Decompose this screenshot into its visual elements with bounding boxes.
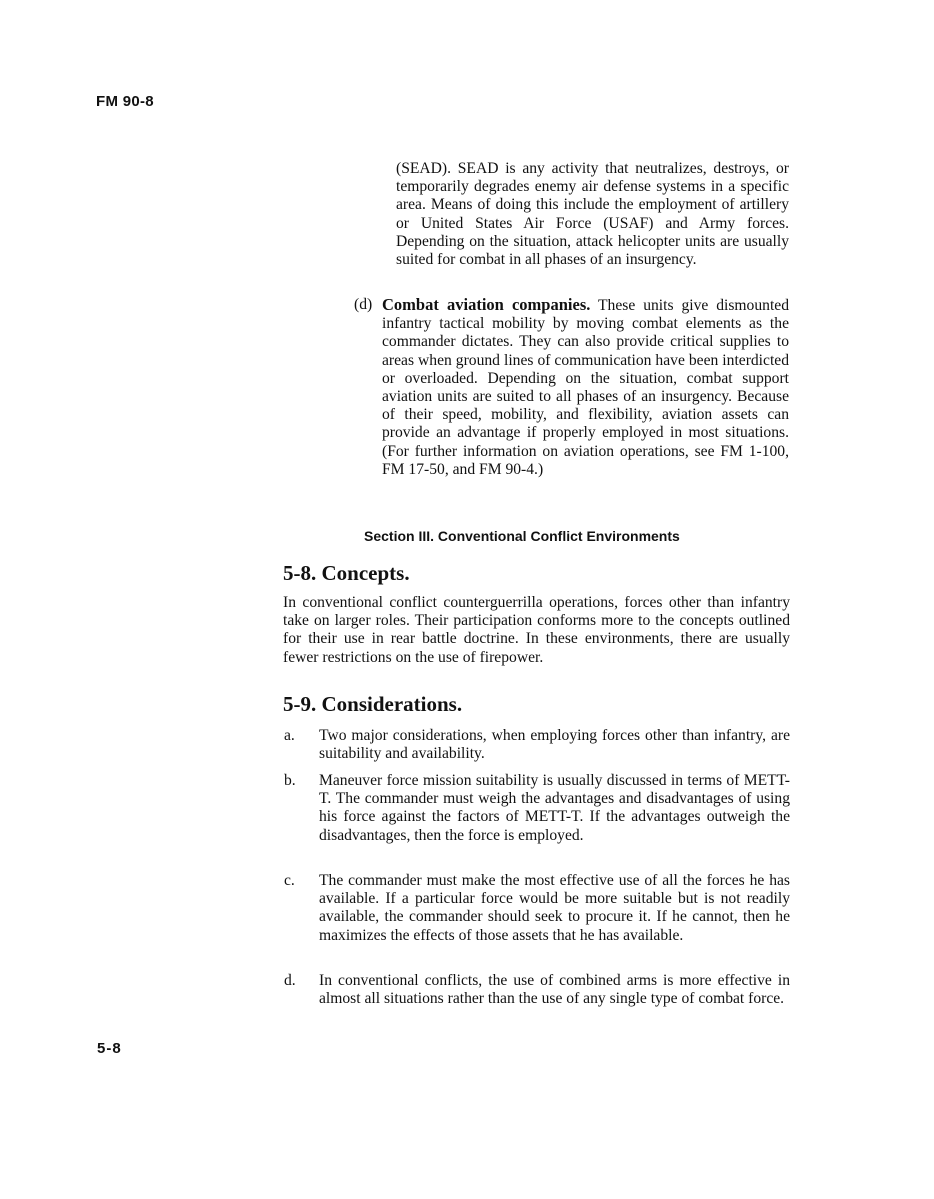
consideration-item <box>284 727 790 763</box>
item-text: Maneuver force mission suitability is usually discussed in terms of METT-T. The commander must weigh the advantages and disadvantages of using his force against the factors of METT-T. If the advantages outweigh the disadvantages, then the force is employed. <box>319 772 790 844</box>
consideration-item <box>284 872 790 945</box>
item-marker: a. <box>284 727 295 744</box>
continued-paragraph: (SEAD). SEAD is any activity that neutralizes, destroys, or temporarily degrades enemy air defense systems in a specific area. Means of doing this include the employment of artillery or United States Air Force (USAF) and Army forces. Depending on the situation, attack helicopter units are usually suited for combat in all phases of an insurgency. <box>396 160 789 269</box>
item-text: In conventional conflicts, the use of combined arms is more effective in almost all situations rather than the use of any single type of combat force. <box>319 972 790 1008</box>
heading-considerations: 5-9. Considerations. <box>283 692 463 716</box>
item-text: Two major considerations, when employing forces other than infantry, are suitability and availability. <box>319 727 790 763</box>
item-title: Combat aviation companies. <box>382 295 591 314</box>
item-marker: b. <box>284 772 296 789</box>
section-title: Section III. Conventional Conflict Environments <box>364 528 680 544</box>
item-text: The commander must make the most effective use of all the forces he has available. If a particular force would be more suitable but is not readily available, the commander should seek to procure it. If he cannot, then he maximizes the effects of those assets that he has available. <box>319 872 790 944</box>
document-code: FM 90-8 <box>96 93 154 110</box>
list-item-d-combat-aviation <box>354 296 789 479</box>
consideration-item <box>284 772 790 845</box>
item-text: These units give dismounted infantry tactical mobility by moving combat elements as the commander dictates. They can also provide critical supplies to areas when ground lines of communication have been interdicted or overloaded. Depending on the situation, combat support aviation units are suited to all phases of an insurgency. Because of their speed, mobility, and flexibility, aviation assets can provide an advantage if properly employed in most situations. (For further information on aviation operations, see FM 1-100, FM 17-50, and FM 90-4.) <box>382 297 789 478</box>
concepts-paragraph: In conventional conflict counterguerrilla operations, forces other than infantry take on larger roles. Their participation conforms more to the concepts outlined for their use in rear battle doctrine. In these environments, there are usually fewer restrictions on the use of firepower. <box>283 594 790 666</box>
consideration-item <box>284 972 790 1008</box>
item-body <box>382 296 789 479</box>
page-number: 5-8 <box>97 1040 122 1057</box>
item-label: (d) <box>354 296 373 313</box>
item-marker: c. <box>284 872 295 889</box>
item-marker: d. <box>284 972 296 989</box>
heading-concepts: 5-8. Concepts. <box>283 561 410 585</box>
